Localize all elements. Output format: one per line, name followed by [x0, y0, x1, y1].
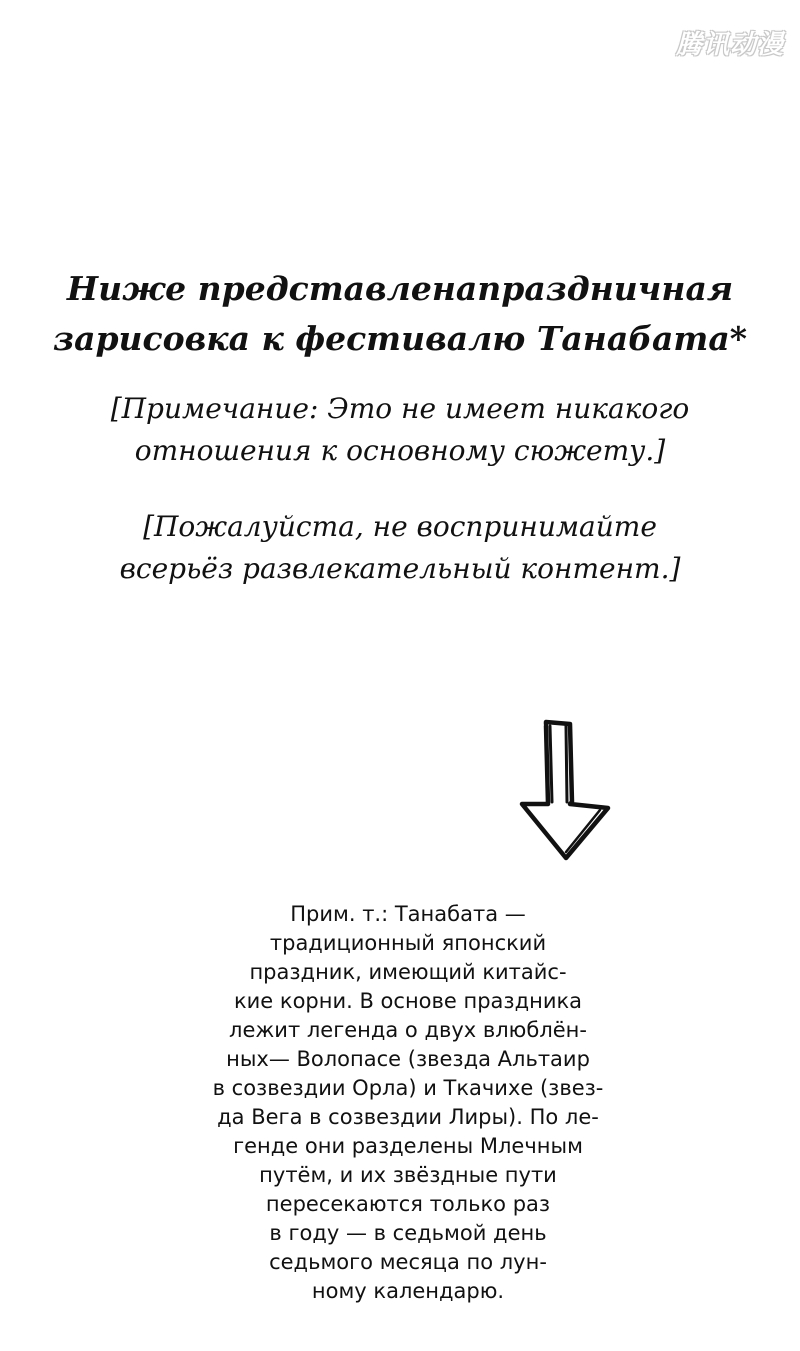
translator-note-line: генде они разделены Млечным [233, 1134, 583, 1158]
translator-note-line: лежит легенда о двух влюблён- [229, 1018, 587, 1042]
watermark-logo: 腾讯动漫 [675, 30, 784, 60]
translator-note-line: пересекаются только раз [265, 1192, 551, 1216]
translator-note-line: в созвездии Орла) и Ткачихе (звез- [212, 1076, 604, 1100]
entertainment-disclaimer-line: всерьёз развлекательный контент.] [119, 552, 681, 585]
page-heading [0, 264, 800, 364]
translator-note-line: Прим. т.: Танабата — [290, 902, 526, 926]
plot-disclaimer-line: отношения к основному сюжету.] [134, 434, 666, 467]
translator-note-line: да Вега в созвездии Лиры). По ле- [217, 1105, 599, 1129]
heading-line: зарисовка к фестивалю Танабата* [53, 319, 747, 358]
entertainment-disclaimer-line: [Пожалуйста, не воспринимайте [143, 510, 657, 543]
entertainment-disclaimer-note [0, 506, 800, 590]
translator-note-line: ному календарю. [311, 1279, 505, 1303]
translator-note-line: праздник, имеющий китайс- [249, 960, 567, 984]
translator-note-line: седьмого месяца по лун- [269, 1250, 547, 1274]
translator-note-line: в году — в седьмой день [269, 1221, 547, 1245]
plot-disclaimer-line: [Примечание: Это не имеет никакого [110, 392, 690, 425]
translator-note-line: кие корни. В основе праздника [233, 989, 583, 1013]
translator-note-line: путём, и их звёздные пути [259, 1163, 557, 1187]
translator-note-line: ных— Волопасе (звезда Альтаир [226, 1047, 590, 1071]
down-arrow-icon [512, 712, 618, 864]
heading-line: Ниже представленапраздничная [66, 269, 734, 308]
translator-note-line: традиционный японский [269, 931, 547, 955]
plot-disclaimer-note [0, 388, 800, 472]
translator-note [190, 900, 626, 1306]
